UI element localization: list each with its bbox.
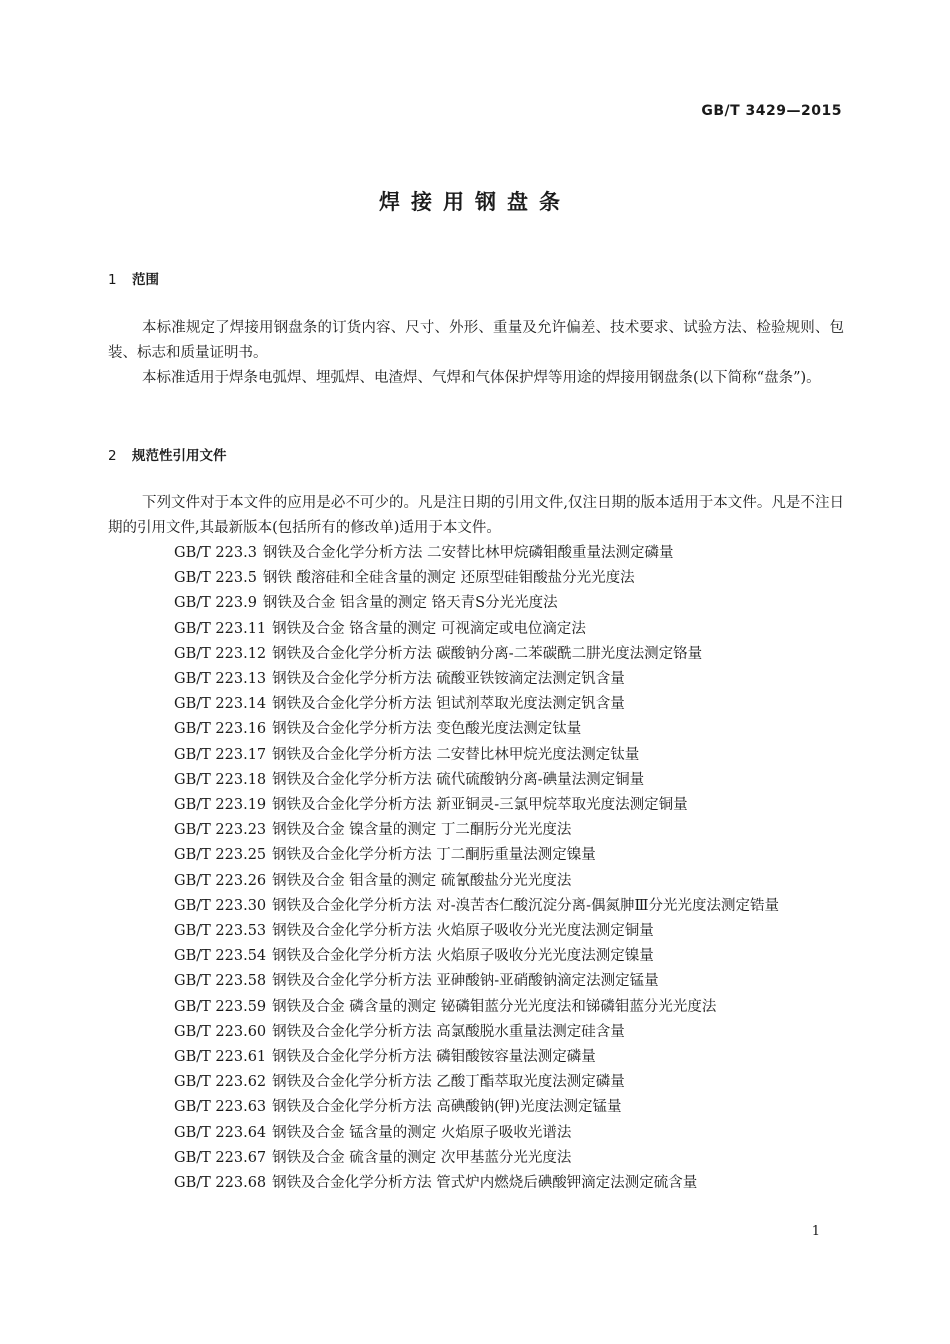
references-intro-paragraph: 下列文件对于本文件的应用是必不可少的。凡是注日期的引用文件,仅注日期的版本适用于本文件。凡是不注日期的引用文件,其最新版本(包括所有的修改单)适用于本文件。 bbox=[108, 495, 844, 536]
reference-code: GB/T 223.26 bbox=[174, 872, 267, 889]
reference-item bbox=[108, 768, 844, 793]
reference-code: GB/T 223.13 bbox=[174, 671, 267, 688]
reference-title: 钢铁及合金化学分析方法 硫酸亚铁铵滴定法测定钒含量 bbox=[272, 671, 625, 688]
section-number: 2 bbox=[108, 448, 117, 464]
reference-item bbox=[108, 541, 844, 566]
reference-code: GB/T 223.68 bbox=[174, 1175, 267, 1192]
reference-code: GB/T 223.25 bbox=[174, 847, 267, 864]
reference-code: GB/T 223.9 bbox=[174, 595, 257, 612]
reference-item bbox=[108, 617, 844, 642]
reference-title: 钢铁及合金化学分析方法 火焰原子吸收分光光度法测定镍量 bbox=[272, 948, 654, 965]
reference-title: 钢铁及合金 铬含量的测定 可视滴定或电位滴定法 bbox=[272, 620, 586, 637]
reference-title: 钢铁 酸溶硅和全硅含量的测定 还原型硅钼酸盐分光光度法 bbox=[262, 570, 635, 587]
reference-item bbox=[108, 591, 844, 616]
reference-item bbox=[108, 1070, 844, 1095]
reference-code: GB/T 223.17 bbox=[174, 746, 267, 763]
reference-title: 钢铁及合金化学分析方法 高氯酸脱水重量法测定硅含量 bbox=[272, 1023, 625, 1040]
reference-code: GB/T 223.63 bbox=[174, 1099, 267, 1116]
reference-item bbox=[108, 743, 844, 768]
reference-item bbox=[108, 944, 844, 969]
reference-code: GB/T 223.59 bbox=[174, 998, 267, 1015]
reference-item bbox=[108, 566, 844, 591]
reference-item bbox=[108, 969, 844, 994]
reference-title: 钢铁及合金化学分析方法 磷钼酸铵容量法测定磷量 bbox=[272, 1049, 596, 1066]
scope-paragraph-2: 本标准适用于焊条电弧焊、埋弧焊、电渣焊、气焊和气体保护焊等用途的焊接用钢盘条(以下简称“盘条”)。 bbox=[142, 370, 821, 386]
reference-title: 钢铁及合金 铝含量的测定 铬天青S分光光度法 bbox=[262, 595, 558, 612]
document-title: 焊接用钢盘条 bbox=[379, 190, 571, 214]
reference-title: 钢铁及合金化学分析方法 丁二酮肟重量法测定镍量 bbox=[272, 847, 596, 864]
reference-item bbox=[108, 717, 844, 742]
reference-item bbox=[108, 869, 844, 894]
reference-item bbox=[108, 818, 844, 843]
reference-title: 钢铁及合金 钼含量的测定 硫氰酸盐分光光度法 bbox=[272, 872, 572, 889]
reference-item bbox=[108, 894, 844, 919]
reference-title: 钢铁及合金化学分析方法 亚砷酸钠-亚硝酸钠滴定法测定锰量 bbox=[272, 973, 659, 990]
reference-item bbox=[108, 1171, 844, 1196]
reference-title: 钢铁及合金 镍含量的测定 丁二酮肟分光光度法 bbox=[272, 822, 572, 839]
scope-paragraph-1: 本标准规定了焊接用钢盘条的订货内容、尺寸、外形、重量及允许偏差、技术要求、试验方法、检验规则、包装、标志和质量证明书。 bbox=[108, 320, 844, 361]
reference-title: 钢铁及合金化学分析方法 二安替比林甲烷光度法测定钛量 bbox=[272, 746, 640, 763]
reference-item bbox=[108, 1095, 844, 1120]
reference-code: GB/T 223.67 bbox=[174, 1149, 267, 1166]
reference-code: GB/T 223.60 bbox=[174, 1023, 267, 1040]
section-title: 范围 bbox=[132, 272, 159, 288]
reference-item bbox=[108, 642, 844, 667]
normative-references-list bbox=[108, 541, 844, 1196]
reference-title: 钢铁及合金化学分析方法 新亚铜灵-三氯甲烷萃取光度法测定铜量 bbox=[272, 797, 688, 814]
reference-title: 钢铁及合金 磷含量的测定 铋磷钼蓝分光光度法和锑磷钼蓝分光光度法 bbox=[272, 998, 717, 1015]
reference-item bbox=[108, 1146, 844, 1171]
reference-item bbox=[108, 843, 844, 868]
reference-code: GB/T 223.58 bbox=[174, 973, 267, 990]
reference-code: GB/T 223.53 bbox=[174, 923, 267, 940]
standard-code: GB/T 3429—2015 bbox=[701, 103, 842, 119]
reference-code: GB/T 223.16 bbox=[174, 721, 267, 738]
page-number: 1 bbox=[811, 1224, 820, 1239]
reference-title: 钢铁及合金化学分析方法 钽试剂萃取光度法测定钒含量 bbox=[272, 696, 625, 713]
reference-title: 钢铁及合金化学分析方法 火焰原子吸收分光光度法测定铜量 bbox=[272, 923, 654, 940]
reference-code: GB/T 223.30 bbox=[174, 897, 267, 914]
section-number: 1 bbox=[108, 272, 117, 288]
reference-title: 钢铁及合金化学分析方法 硫代硫酸钠分离-碘量法测定铜量 bbox=[272, 771, 645, 788]
reference-item bbox=[108, 1121, 844, 1146]
reference-title: 钢铁及合金化学分析方法 对-溴苦杏仁酸沉淀分离-偶氮胂Ⅲ分光光度法测定锆量 bbox=[272, 897, 780, 914]
reference-code: GB/T 223.19 bbox=[174, 797, 267, 814]
reference-item bbox=[108, 667, 844, 692]
reference-item bbox=[108, 692, 844, 717]
reference-item bbox=[108, 919, 844, 944]
reference-title: 钢铁及合金化学分析方法 高碘酸钠(钾)光度法测定锰量 bbox=[272, 1099, 622, 1116]
reference-code: GB/T 223.61 bbox=[174, 1049, 267, 1066]
reference-code: GB/T 223.11 bbox=[174, 620, 267, 637]
reference-title: 钢铁及合金 硫含量的测定 次甲基蓝分光光度法 bbox=[272, 1149, 572, 1166]
reference-title: 钢铁及合金化学分析方法 变色酸光度法测定钛量 bbox=[272, 721, 582, 738]
section-1-heading bbox=[108, 268, 159, 288]
reference-item bbox=[108, 1045, 844, 1070]
reference-code: GB/T 223.23 bbox=[174, 822, 267, 839]
reference-code: GB/T 223.14 bbox=[174, 696, 267, 713]
reference-title: 钢铁及合金化学分析方法 碳酸钠分离-二苯碳酰二肼光度法测定铬量 bbox=[272, 645, 703, 662]
reference-title: 钢铁及合金 锰含量的测定 火焰原子吸收光谱法 bbox=[272, 1124, 572, 1141]
reference-code: GB/T 223.64 bbox=[174, 1124, 267, 1141]
reference-code: GB/T 223.5 bbox=[174, 570, 257, 587]
reference-code: GB/T 223.18 bbox=[174, 771, 267, 788]
reference-title: 钢铁及合金化学分析方法 二安替比林甲烷磷钼酸重量法测定磷量 bbox=[262, 545, 674, 561]
reference-code: GB/T 223.54 bbox=[174, 948, 267, 965]
reference-title: 钢铁及合金化学分析方法 管式炉内燃烧后碘酸钾滴定法测定硫含量 bbox=[272, 1175, 698, 1192]
reference-item bbox=[108, 1020, 844, 1045]
section-title: 规范性引用文件 bbox=[132, 448, 227, 464]
reference-item bbox=[108, 995, 844, 1020]
reference-code: GB/T 223.3 bbox=[174, 545, 257, 561]
reference-item bbox=[108, 793, 844, 818]
section-2-heading bbox=[108, 444, 227, 464]
reference-code: GB/T 223.12 bbox=[174, 645, 267, 662]
reference-title: 钢铁及合金化学分析方法 乙酸丁酯萃取光度法测定磷量 bbox=[272, 1074, 625, 1091]
reference-code: GB/T 223.62 bbox=[174, 1074, 267, 1091]
